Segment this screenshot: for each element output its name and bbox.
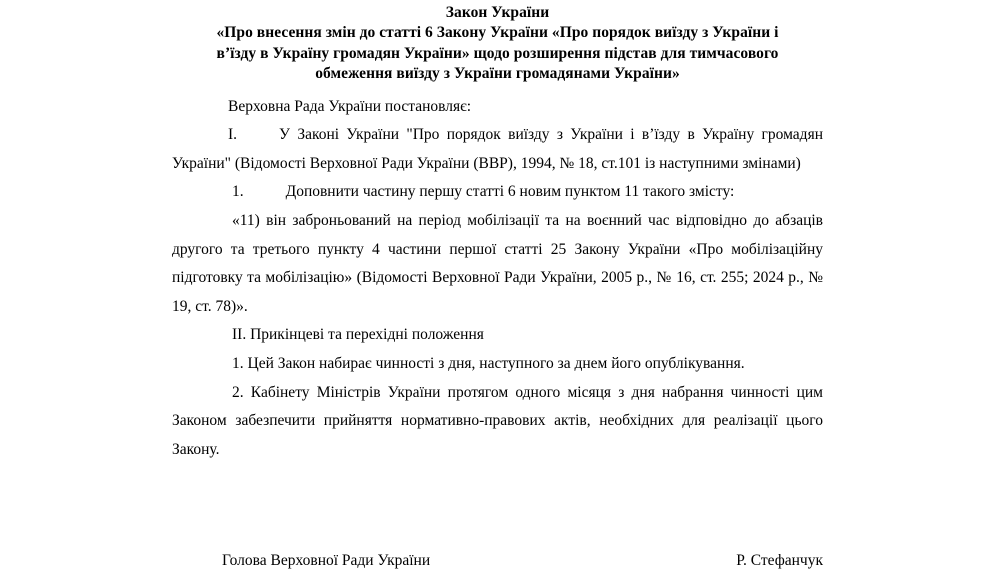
signature-block <box>172 549 823 573</box>
document-subject-line-2: в’їзду в Україну громадян України» щодо розширення підстав для тимчасового <box>216 44 779 62</box>
section-1-numeral: 1. <box>232 183 244 201</box>
final-provisions-heading: II. Прикінцеві та перехідні положення <box>232 326 484 344</box>
preamble-paragraph: Верховна Рада України постановляє: <box>228 97 472 115</box>
signatory-name: Р. Стефанчук <box>736 552 823 569</box>
section-i-paragraph <box>172 121 823 178</box>
title-block <box>172 0 823 85</box>
document-subject-line-3: обмеження виїзду з України громадянами України» <box>315 65 680 83</box>
document-text-column <box>172 0 823 464</box>
document-heading: Закон України <box>445 4 550 21</box>
final-provision-item-2: 2. Кабінету Міністрів України протягом одного місяця з дня набрання чинності цим Законом забезпечити прийняття нормативно-правових актів, необхідних для реалізації цього Закону. <box>172 383 823 458</box>
section-i-text: У Законі України "Про порядок виїзду з України і в’їзду в Україну громадян України" (Відомості Верховної Ради України (ВВР), 1994, № 18, ст.101 із наступними змінами) <box>172 126 823 172</box>
section-1-paragraph <box>172 178 823 207</box>
section-i-numeral: I. <box>228 126 238 144</box>
section-1-text: Доповнити частину першу статті 6 новим пунктом 11 такого змісту: <box>285 183 735 201</box>
document-subject-line-1: «Про внесення змін до статті 6 Закону України «Про порядок виїзду з України і <box>216 24 779 42</box>
signatory-role: Голова Верховної Ради України <box>222 552 431 569</box>
quoted-provision-paragraph: «11) він заброньований на період мобілізації та на воєнний час відповідно до абзаців другого та третього пункту 4 частини першої статті 25 Закону України «Про мобілізаційну підготовку та мобілізацію» (Відомості Верховної Ради України, 2005 р., № 16, ст. 255; 2024 р., № 19, ст. 78)». <box>172 212 823 315</box>
final-provision-item-1: 1. Цей Закон набирає чинності з дня, наступного за днем його опублікування. <box>232 354 745 372</box>
